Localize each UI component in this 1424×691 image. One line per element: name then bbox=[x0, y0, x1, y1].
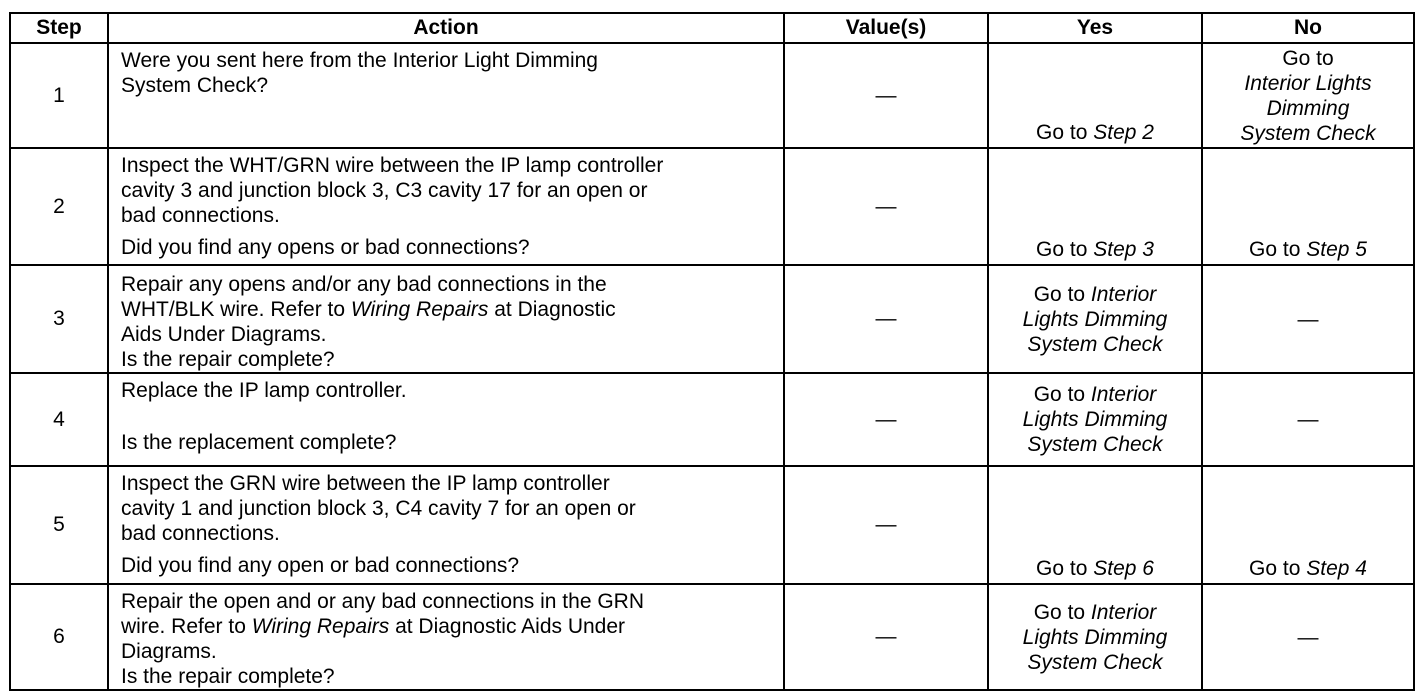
yes-prefix: Go to bbox=[1036, 121, 1094, 144]
no-cell: — bbox=[1202, 584, 1414, 690]
step-number: 6 bbox=[10, 584, 108, 690]
wiring-repairs-link[interactable]: Wiring Repairs bbox=[251, 615, 390, 638]
yes-link[interactable]: System Check bbox=[1027, 650, 1163, 674]
no-cell: — bbox=[1202, 265, 1414, 373]
value-cell: — bbox=[784, 584, 988, 690]
no-link[interactable]: Step 4 bbox=[1306, 557, 1367, 580]
value-cell: — bbox=[784, 466, 988, 584]
no-link-line[interactable]: System Check bbox=[1240, 121, 1376, 145]
action-text: at Diagnostic bbox=[488, 298, 616, 321]
yes-prefix: Go to bbox=[1033, 383, 1091, 406]
diagnostic-table-container bbox=[9, 12, 1413, 691]
table-row bbox=[10, 43, 1414, 148]
yes-link[interactable]: Step 3 bbox=[1093, 238, 1154, 261]
step-number: 2 bbox=[10, 148, 108, 265]
yes-link[interactable]: Interior bbox=[1090, 282, 1157, 306]
action-text: wire. Refer to bbox=[121, 615, 252, 638]
action-cell bbox=[108, 466, 784, 584]
no-cell bbox=[1202, 466, 1414, 584]
yes-cell bbox=[988, 466, 1202, 584]
action-text: bad connections. bbox=[121, 204, 280, 227]
no-cell bbox=[1202, 43, 1414, 148]
header-action: Action bbox=[108, 13, 784, 43]
header-values: Value(s) bbox=[784, 13, 988, 43]
value-cell: — bbox=[784, 43, 988, 148]
yes-prefix: Go to bbox=[1033, 282, 1091, 306]
step-number: 1 bbox=[10, 43, 108, 148]
table-row bbox=[10, 584, 1414, 690]
no-link-line[interactable]: Interior Lights bbox=[1244, 71, 1372, 95]
action-cell bbox=[108, 584, 784, 690]
yes-link[interactable]: System Check bbox=[1027, 332, 1163, 356]
yes-line bbox=[989, 282, 1201, 307]
yes-cell bbox=[988, 265, 1202, 373]
yes-link[interactable]: Lights Dimming bbox=[1022, 307, 1168, 331]
yes-cell bbox=[988, 43, 1202, 148]
no-cell: — bbox=[1202, 373, 1414, 466]
header-yes: Yes bbox=[988, 13, 1202, 43]
no-link[interactable]: Step 5 bbox=[1306, 238, 1367, 261]
action-text: bad connections. bbox=[121, 522, 280, 545]
yes-link[interactable]: Step 6 bbox=[1093, 557, 1154, 580]
action-text: Repair any opens and/or any bad connections in the bbox=[121, 273, 607, 296]
action-text: Inspect the WHT/GRN wire between the IP lamp controller bbox=[121, 154, 664, 177]
value-cell: — bbox=[784, 148, 988, 265]
yes-link[interactable]: Lights Dimming bbox=[1022, 625, 1168, 649]
action-text: Replace the IP lamp controller. bbox=[121, 379, 407, 402]
action-cell bbox=[108, 373, 784, 466]
yes-line bbox=[989, 600, 1201, 625]
no-prefix: Go to bbox=[1282, 46, 1334, 70]
yes-prefix: Go to bbox=[1036, 238, 1094, 261]
action-question: Did you find any open or bad connections? bbox=[121, 554, 520, 577]
action-text: Inspect the GRN wire between the IP lamp controller bbox=[121, 472, 610, 495]
action-text: Were you sent here from the Interior Light Dimming bbox=[121, 49, 598, 72]
action-text: System Check? bbox=[121, 74, 269, 97]
action-text: at Diagnostic Aids Under bbox=[389, 615, 626, 638]
diagnostic-table bbox=[9, 12, 1415, 691]
header-step: Step bbox=[10, 13, 108, 43]
yes-prefix: Go to bbox=[1036, 557, 1094, 580]
action-text: Repair the open and or any bad connections in the GRN bbox=[121, 590, 645, 613]
yes-link[interactable]: Lights Dimming bbox=[1022, 408, 1168, 431]
yes-link[interactable]: System Check bbox=[1027, 433, 1163, 456]
no-prefix: Go to bbox=[1249, 557, 1307, 580]
header-row bbox=[10, 13, 1414, 43]
yes-link[interactable]: Step 2 bbox=[1093, 121, 1154, 144]
no-link-line[interactable]: Dimming bbox=[1266, 96, 1350, 120]
action-text-line bbox=[121, 614, 773, 639]
no-cell bbox=[1202, 148, 1414, 265]
action-cell bbox=[108, 43, 784, 148]
table-row bbox=[10, 148, 1414, 265]
action-question: Did you find any opens or bad connections? bbox=[121, 236, 530, 259]
yes-link[interactable]: Interior bbox=[1090, 600, 1157, 624]
action-text: cavity 1 and junction block 3, C4 cavity 7 for an open or bbox=[121, 497, 636, 520]
value-cell: — bbox=[784, 265, 988, 373]
action-text: cavity 3 and junction block 3, C3 cavity 17 for an open or bbox=[121, 179, 648, 202]
action-text: Diagrams. bbox=[121, 640, 217, 663]
action-cell bbox=[108, 265, 784, 373]
action-text: Aids Under Diagrams. bbox=[121, 323, 327, 346]
action-question: Is the replacement complete? bbox=[121, 431, 397, 454]
yes-line bbox=[989, 382, 1201, 407]
action-question: Is the repair complete? bbox=[121, 348, 335, 371]
table-row bbox=[10, 265, 1414, 373]
yes-cell bbox=[988, 584, 1202, 690]
header-no: No bbox=[1202, 13, 1414, 43]
action-question: Is the repair complete? bbox=[121, 665, 335, 688]
step-number: 5 bbox=[10, 466, 108, 584]
yes-link[interactable]: Interior bbox=[1090, 383, 1157, 406]
value-cell: — bbox=[784, 373, 988, 466]
step-number: 3 bbox=[10, 265, 108, 373]
wiring-repairs-link[interactable]: Wiring Repairs bbox=[350, 298, 489, 321]
yes-cell bbox=[988, 373, 1202, 466]
table-row bbox=[10, 373, 1414, 466]
action-text-line bbox=[121, 297, 773, 322]
table-row bbox=[10, 466, 1414, 584]
yes-prefix: Go to bbox=[1033, 600, 1091, 624]
yes-cell bbox=[988, 148, 1202, 265]
action-cell bbox=[108, 148, 784, 265]
step-number: 4 bbox=[10, 373, 108, 466]
no-prefix: Go to bbox=[1249, 238, 1307, 261]
action-text: WHT/BLK wire. Refer to bbox=[121, 298, 351, 321]
